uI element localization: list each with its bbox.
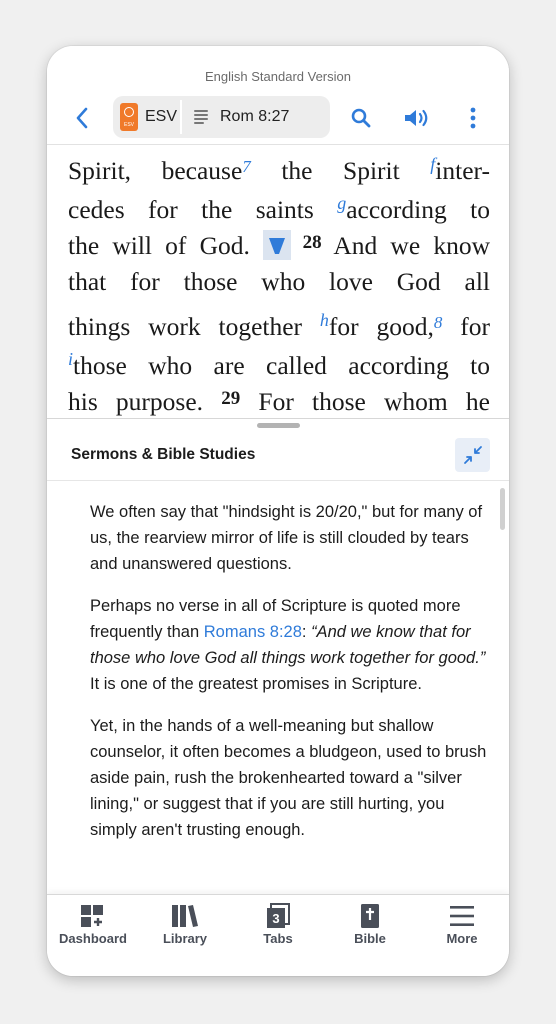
scripture-line [68, 223, 490, 262]
tab-bible[interactable] [330, 903, 410, 953]
footnote-marker[interactable]: 7 [242, 157, 251, 176]
bottom-tab-bar [47, 894, 509, 976]
collapse-arrows-icon [463, 445, 483, 465]
version-title: English Standard Version [205, 69, 351, 84]
more-options-button[interactable] [465, 104, 481, 132]
tab-dashboard[interactable] [53, 903, 133, 953]
scripture-quote: “And we know that for those who love God all things work together for good.” [90, 623, 486, 667]
scripture-line [68, 340, 490, 379]
tabs-icon [266, 903, 290, 929]
panel-separator [47, 480, 509, 481]
pane-resize-handle[interactable] [257, 423, 300, 428]
tab-library[interactable] [145, 903, 225, 953]
verse-text: that for those who love God all [68, 267, 490, 296]
paragraph-text: Perhaps no verse in all of Scripture is quoted more frequently than [90, 597, 461, 641]
speaker-icon [403, 107, 431, 129]
back-button[interactable] [71, 104, 93, 132]
footnote-marker[interactable]: 8 [433, 313, 443, 332]
search-icon [351, 108, 371, 128]
chevron-left-icon [75, 107, 89, 129]
text-lines-icon [194, 110, 208, 124]
verse-text: inter- [435, 156, 490, 185]
collapse-panel-button[interactable] [455, 438, 490, 472]
scripture-link[interactable]: Romans 8:28 [203, 623, 302, 641]
pane-divider [47, 418, 509, 419]
dashboard-icon [80, 904, 106, 928]
app-header [47, 46, 509, 145]
paragraph-text: Yet, in the hands of a well-meaning but shallow counselor, it often becomes a bludgeon, used to brush aside pain, rush the brokenhearted toward a "silver lining," or suggest that if you are still hurting, you simply aren't trusting enough. [90, 717, 487, 839]
highlighter-icon [263, 230, 291, 260]
article-body [90, 499, 490, 889]
verse-number: 28 [291, 232, 322, 253]
verse-text: Spirit, because [68, 156, 243, 185]
kebab-menu-icon [470, 107, 476, 129]
verse-number: 29 [221, 388, 241, 409]
tab-label-dashboard: Dashboard [59, 931, 127, 946]
scripture-line [68, 262, 490, 301]
bible-version-icon: ESV [120, 103, 138, 131]
version-label: ESV [145, 108, 178, 125]
tab-label-more: More [446, 931, 478, 946]
scripture-text [68, 145, 490, 418]
library-icon [171, 904, 199, 928]
article-paragraph [90, 499, 490, 577]
reference-label: Rom 8:27 [220, 108, 290, 125]
article-paragraph [90, 593, 490, 697]
tabs-count-badge: 3 [272, 911, 280, 926]
tab-more[interactable] [422, 903, 502, 953]
cross-reference-marker[interactable]: g [337, 193, 347, 213]
verse-text: for [442, 312, 490, 341]
verse-text: And we know [321, 231, 490, 260]
tab-label-library: Library [162, 931, 208, 946]
cross-reference-marker[interactable]: f [430, 154, 436, 174]
phone-frame [47, 46, 509, 976]
scripture-line [68, 145, 490, 184]
article-scrollbar[interactable] [500, 488, 505, 530]
verse-text: cedes for the saints [68, 195, 338, 224]
audio-button[interactable] [402, 104, 432, 132]
paragraph-text: : [301, 623, 312, 641]
panel-title: Sermons & Bible Studies [71, 446, 256, 463]
highlighter-marker[interactable] [263, 230, 291, 260]
paragraph-text: It is one of the greatest promises in Scripture. [90, 675, 422, 693]
bible-icon [360, 903, 380, 929]
verse-text: for good, [328, 312, 434, 341]
scripture-line [68, 301, 490, 340]
search-button[interactable] [349, 104, 373, 132]
cross-reference-marker[interactable]: i [68, 349, 74, 369]
scripture-line [68, 379, 490, 418]
verse-text: the Spirit [250, 156, 431, 185]
tab-tabs[interactable] [238, 903, 318, 953]
paragraph-text: We often say that "hindsight is 20/20," but for many of us, the rearview mirror of life is still clouded by tears and unanswered questions. [90, 503, 483, 573]
more-icon [449, 905, 475, 927]
verse-text: the will of God. [68, 231, 264, 260]
cross-reference-marker[interactable]: h [319, 310, 329, 330]
version-button[interactable] [113, 96, 180, 138]
reference-button[interactable] [182, 96, 330, 138]
tab-label-tabs: Tabs [263, 931, 293, 946]
article-paragraph [90, 713, 490, 843]
verse-text: things work together [68, 312, 320, 341]
scripture-line [68, 184, 490, 223]
tab-label-bible: Bible [354, 931, 386, 946]
verse-text: his purpose. [68, 387, 222, 416]
verse-text: those who are called according to [73, 351, 490, 380]
verse-text: For those whom he [240, 387, 490, 416]
verse-text: according to [346, 195, 490, 224]
reference-selector [113, 96, 330, 138]
